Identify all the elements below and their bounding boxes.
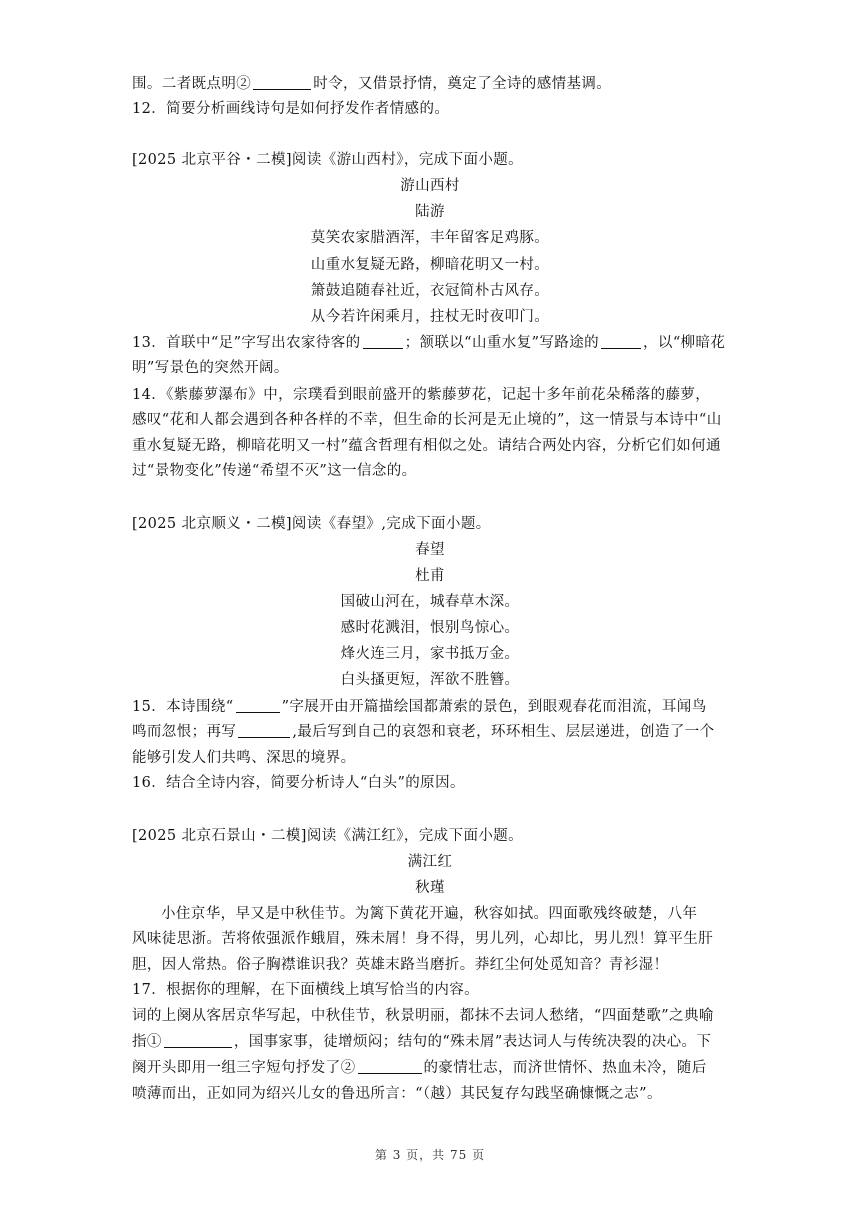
text-segment: ，国事家事，徒增烦闷；结句的“殊未屑”表达词人与传统决裂的决心。下: [233, 1034, 712, 1050]
poem-line: 山重水复疑无路，柳暗花明又一村。: [310, 257, 550, 273]
text-segment: 围。二者既点明②: [132, 76, 252, 92]
poem-title: 满江红: [407, 854, 453, 870]
poem-title: 游山西村: [400, 178, 460, 194]
poem-author: 秋瑾: [415, 880, 445, 896]
poem-line: 从今若许闲乘月，拄杖无时夜叩门。: [310, 309, 550, 325]
text-segment: 15．本诗围绕“: [132, 699, 234, 715]
answer-blank: [601, 334, 641, 349]
poem-title: 春望: [415, 542, 445, 558]
section-header: [2025 北京石景山・二模]阅读《满江红》，完成下面小题。: [132, 828, 524, 844]
text-line: 过“景物变化”传递“希望不灭”这一信念的。: [132, 463, 417, 479]
question-17: 17．根据你的理解，在下面横线上填写恰当的内容。: [132, 982, 480, 998]
text-segment: 的豪情壮志，而济世情怀、热血未冷，随后: [423, 1060, 707, 1076]
answer-blank: [358, 1059, 422, 1074]
text-segment: ；颔联以“山重水复”写路途的: [404, 335, 600, 351]
answer-blank: [164, 1033, 232, 1048]
text-line: 能够引发人们共鸣、深思的境界。: [132, 750, 356, 766]
text-line: 词的上阕从客居京华写起，中秋佳节，秋景明丽，都抹不去词人愁绪，“四面楚歌”之典喻: [132, 1008, 714, 1024]
poem-line: 国破山河在，城春草木深。: [340, 594, 520, 610]
poem-author: 杜甫: [415, 568, 445, 584]
text-line: [132, 74, 732, 94]
text-line: 感叹“花和人都会遇到各种各样的不幸，但生命的长河是无止境的”，这一情景与本诗中“山: [132, 412, 722, 428]
poem-line: 感时花溅泪，恨别鸟惊心。: [340, 620, 520, 636]
text-segment: 指①: [132, 1034, 162, 1050]
page-footer: 第 3 页，共 75 页: [374, 1148, 486, 1162]
text-line: [132, 1058, 732, 1078]
question-15: [132, 697, 732, 717]
answer-blank: [363, 334, 403, 349]
text-segment: ，以“柳暗花: [643, 335, 726, 351]
text-segment: 时令，又借景抒情，奠定了全诗的感情基调。: [313, 76, 612, 92]
question-16: 16．结合全诗内容，简要分析诗人“白头”的原因。: [132, 775, 465, 791]
poem-line: 莫笑农家腊酒浑，丰年留客足鸡豚。: [310, 230, 550, 246]
text-line: [132, 722, 732, 742]
poem-paragraph: 小住京华，早又是中秋佳节。为篱下黄花开遍，秋容如拭。四面歌残终破楚，八年: [161, 906, 698, 922]
poem-line: 烽火连三月，家书抵万金。: [340, 646, 520, 662]
answer-blank: [238, 723, 290, 738]
poem-line: 箫鼓追随春社近，衣冠简朴古风存。: [310, 283, 550, 299]
poem-line: 白头搔更短，浑欲不胜簪。: [340, 672, 520, 688]
question-12: 12．简要分析画线诗句是如何抒发作者情感的。: [132, 101, 450, 117]
section-header: [2025 北京顺义・二模]阅读《春望》,完成下面小题。: [132, 516, 491, 532]
text-line: [132, 1032, 732, 1052]
poem-author: 陆游: [415, 204, 445, 220]
text-segment: 13．首联中“足”字写出农家待客的: [132, 335, 361, 351]
text-segment: 阕开头即用一组三字短句抒发了②: [132, 1060, 356, 1076]
text-line: 喷薄而出，正如同为绍兴儿女的鲁迅所言：“（越）其民复存勾践坚确慷慨之志”。: [132, 1086, 662, 1102]
text-segment: 鸣而忽恨；再写: [132, 724, 237, 740]
text-line: 重水复疑无路，柳暗花明又一村”蕴含哲理有相似之处。请结合两处内容，分析它们如何通: [132, 438, 721, 454]
question-14: 14．《紫藤萝瀑布》中，宗璞看到眼前盛开的紫藤萝花，记起十多年前花朵稀落的藤萝，: [132, 387, 711, 403]
text-line: 明”写景色的突然开阔。: [132, 360, 289, 376]
section-header: [2025 北京平谷・二模]阅读《游山西村》，完成下面小题。: [132, 152, 524, 168]
answer-blank: [253, 75, 311, 90]
answer-blank: [236, 698, 280, 713]
text-line: 风味徒思浙。苦将侬强派作蛾眉，殊未屑！身不得，男儿列，心却比，男儿烈！算平生肝: [132, 931, 714, 947]
text-line: 胆，因人常热。俗子胸襟谁识我？英雄末路当磨折。莽红尘何处觅知音？青衫湿！: [132, 957, 669, 973]
question-13: [132, 333, 732, 353]
text-segment: ”字展开由开篇描绘国都萧索的景色，到眼观春花而泪流，耳闻鸟: [281, 699, 707, 715]
text-segment: ,最后写到自己的哀怨和衰老，环环相生、层层递进，创造了一个: [292, 724, 715, 740]
